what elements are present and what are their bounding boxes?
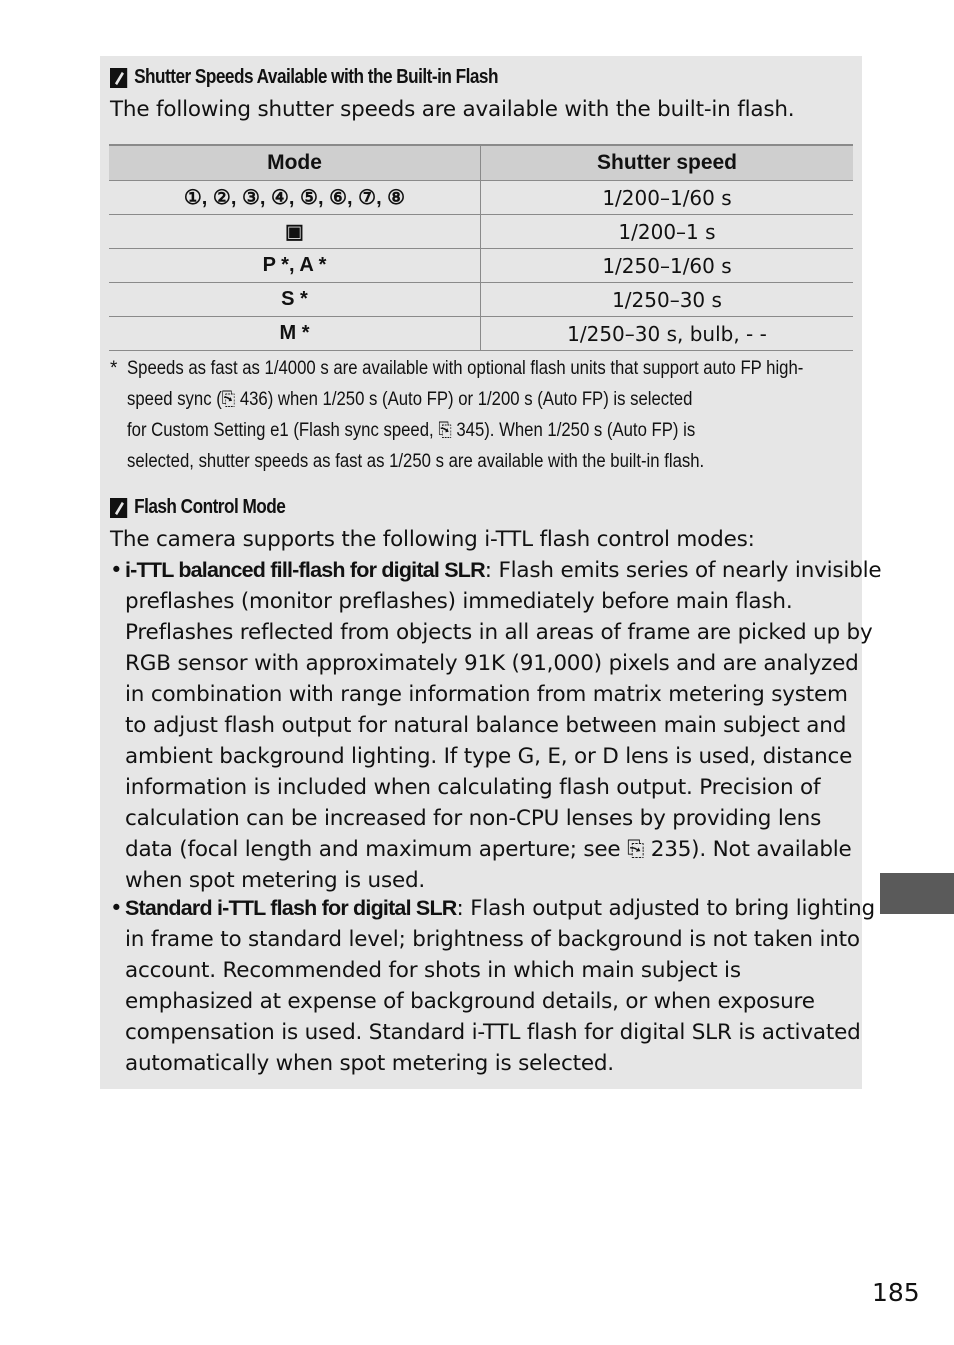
page-number: 185 [872, 1278, 920, 1307]
bullet-line: automatically when spot metering is selected. [125, 1051, 614, 1076]
note-heading-flash-control [110, 496, 285, 519]
bullet-line: in frame to standard level; brightness of background is not taken into [125, 927, 860, 952]
footnote-mark: * [110, 358, 118, 379]
bullet-lead: Standard i-TTL flash for digital SLR [125, 896, 457, 920]
bullet-line: emphasized at expense of background details, or when exposure [125, 989, 815, 1014]
list-item [110, 893, 875, 1079]
bullet-line: ambient background lighting. If type G, E, or D lens is used, distance [125, 744, 853, 769]
bullet-line: when spot metering is used. [125, 868, 426, 893]
note-intro: The following shutter speeds are available with the built-in flash. [110, 97, 795, 122]
speed-cell: 1/200–1 s [481, 215, 854, 249]
table-row [109, 317, 853, 351]
bullet-line: Preflashes reflected from objects in all areas of frame are picked up by [125, 620, 873, 645]
footnote-line: speed sync (⎘ 436) when 1/250 s (Auto FP) or 1/200 s (Auto FP) is selected [127, 389, 693, 410]
mode-cell: S * [109, 283, 481, 317]
footnote-line: Speeds as fast as 1/4000 s are available with optional flash units that support auto FP high- [127, 358, 804, 379]
footnote-line: selected, shutter speeds as fast as 1/250 s are available with the built-in flash. [127, 451, 705, 472]
table-row [109, 249, 853, 283]
note-heading-text: Flash Control Mode [134, 496, 286, 518]
mode-cell: P *, A * [109, 249, 481, 283]
bullet-text: : Flash emits series of nearly invisible [484, 558, 882, 583]
table-row [109, 181, 853, 215]
speed-cell: 1/250–1/60 s [481, 249, 854, 283]
pencil-icon [110, 498, 127, 518]
speed-cell: 1/250–30 s [481, 283, 854, 317]
list-item [110, 555, 881, 896]
bullet-icon: • [110, 558, 123, 583]
note-intro: The camera supports the following i-TTL flash control modes: [110, 527, 755, 552]
table-row [109, 215, 853, 249]
note-heading-shutter [110, 66, 498, 89]
mode-cell: ▣ [109, 215, 481, 249]
table-row [109, 283, 853, 317]
footnote-line: for Custom Setting e1 (Flash sync speed, ⎘ 345). When 1/250 s (Auto FP) is [127, 420, 696, 441]
shutter-speed-table [109, 144, 853, 351]
bullet-line: data (focal length and maximum aperture; see ⎘ 235). Not available [125, 837, 852, 862]
bullet-line: calculation can be increased for non-CPU lenses by providing lens [125, 806, 822, 831]
speed-cell: 1/200–1/60 s [481, 181, 854, 215]
note-box [100, 56, 882, 1089]
bullet-line: RGB sensor with approximately 91K (91,000) pixels and are analyzed [125, 651, 859, 676]
bullet-line: compensation is used. Standard i-TTL flash for digital SLR is activated [125, 1020, 861, 1045]
speed-cell: 1/250–30 s, bulb, - - [481, 317, 854, 351]
bullet-line: to adjust flash output for natural balance between main subject and [125, 713, 847, 738]
table-footnote [110, 353, 850, 477]
table-header-row [109, 145, 853, 181]
bullet-line: in combination with range information from matrix metering system [125, 682, 848, 707]
bullet-lead: i-TTL balanced fill-flash for digital SLR [125, 558, 485, 582]
bullet-line: preflashes (monitor preflashes) immediately before main flash. [125, 589, 793, 614]
bullet-icon: • [110, 896, 123, 921]
bullet-text: : Flash output adjusted to bring lighting [456, 896, 875, 921]
mode-cell: ①, ②, ③, ④, ⑤, ⑥, ⑦, ⑧ [109, 181, 481, 215]
bullet-line: information is included when calculating flash output. Precision of [125, 775, 821, 800]
chapter-tab-marker [880, 873, 954, 914]
mode-cell: M * [109, 317, 481, 351]
note-heading-text: Shutter Speeds Available with the Built-in Flash [134, 66, 498, 88]
column-header-shutter-speed: Shutter speed [481, 145, 854, 181]
pencil-icon [110, 68, 127, 88]
bullet-line: account. Recommended for shots in which main subject is [125, 958, 741, 983]
column-header-mode: Mode [109, 145, 481, 181]
